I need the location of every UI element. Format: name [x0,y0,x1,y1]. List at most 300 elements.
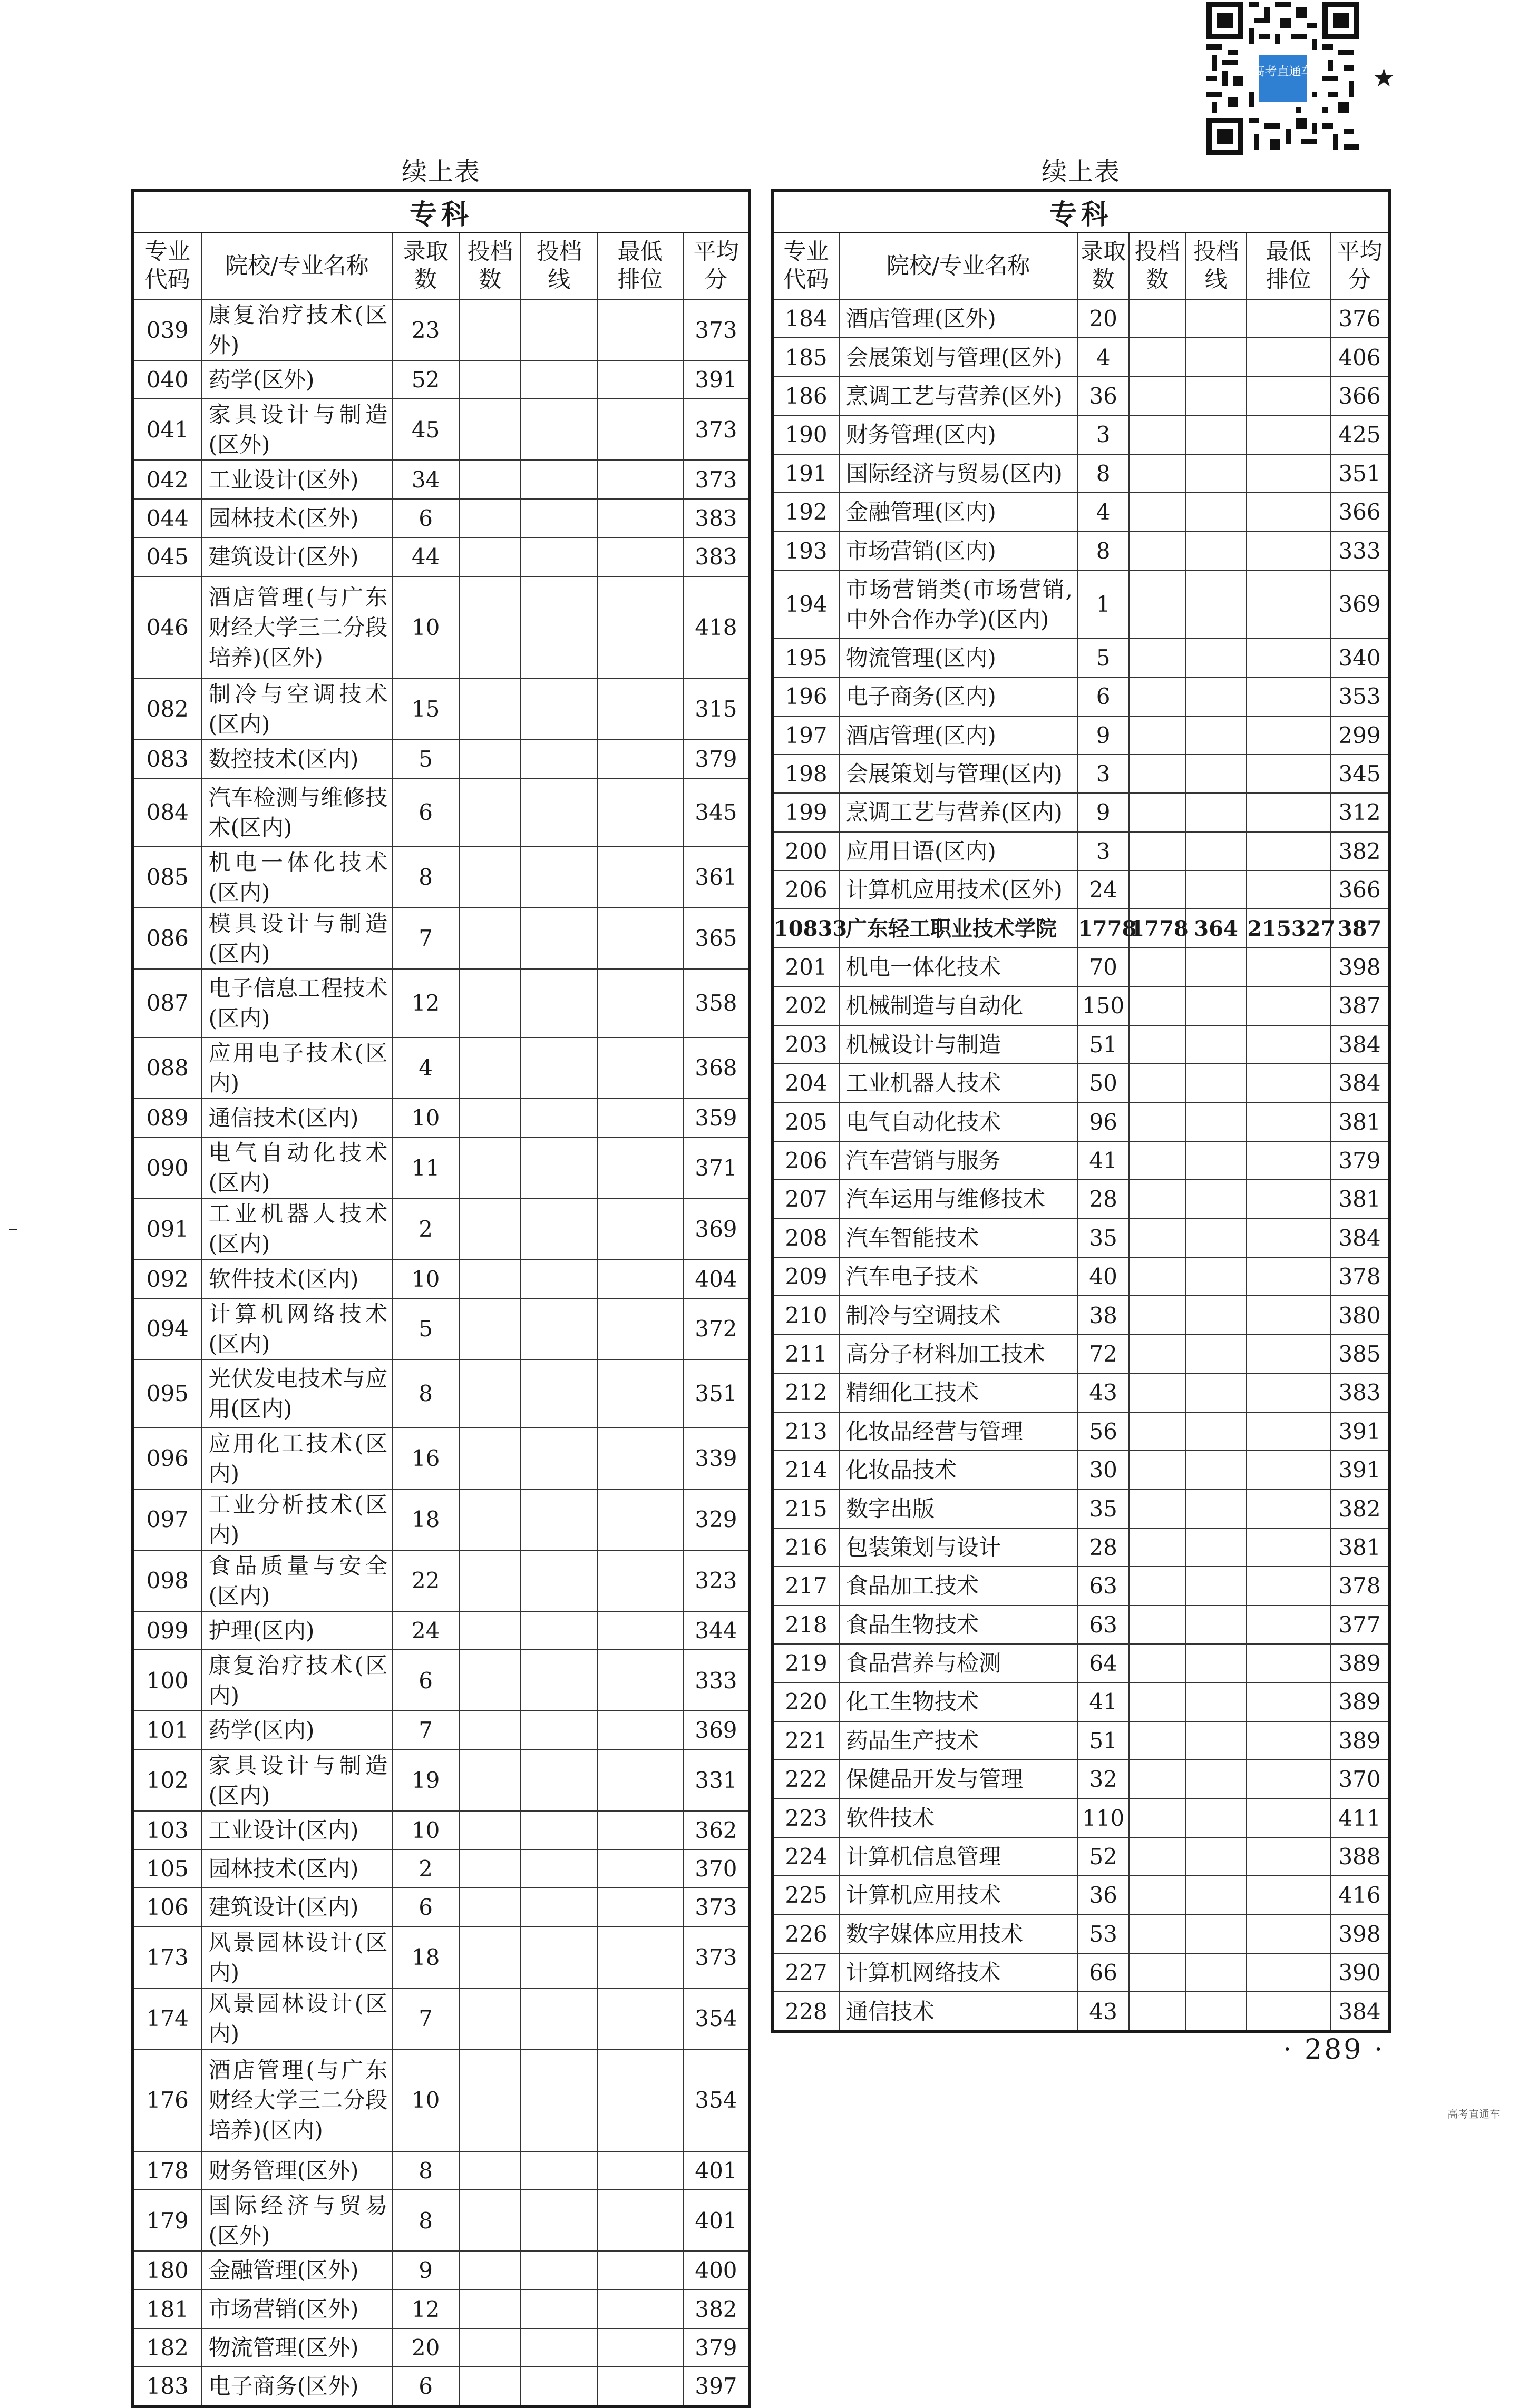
col-header-toudang-count: 投档 数 [459,233,521,300]
cell-name: 数控技术(区内) [202,740,393,778]
cell-name: 会展策划与管理(区外) [839,338,1077,376]
cell-code: 105 [133,1849,202,1888]
cell-min-rank [1247,1412,1330,1451]
cell-toudang-line [1185,1528,1247,1567]
cell-avg: 373 [683,299,750,360]
cell-toudang-count [1129,531,1185,570]
cell-min-rank [1247,755,1330,793]
cell-toudang-count [459,1099,521,1137]
cell-toudang-line [521,2251,597,2289]
cell-code: 182 [133,2328,202,2367]
cell-toudang-count [1129,1451,1185,1489]
cell-code: 101 [133,1711,202,1749]
cell-admitted: 6 [1077,677,1129,716]
cell-name: 康复治疗技术(区外) [202,299,393,360]
cell-toudang-count [459,1489,521,1550]
cell-admitted: 41 [1077,1141,1129,1180]
cell-avg: 416 [1330,1876,1390,1914]
table-row [773,870,1390,909]
cell-admitted: 8 [392,1359,459,1428]
cell-toudang-count [1129,1412,1185,1451]
cell-code: 086 [133,908,202,969]
cell-avg: 391 [1330,1451,1390,1489]
table-row [133,1259,750,1298]
cell-toudang-line [521,1811,597,1849]
table-row [133,360,750,399]
cell-toudang-count [459,2190,521,2251]
cell-code: 210 [773,1296,840,1334]
cell-toudang-line [521,460,597,498]
cell-min-rank [597,1750,683,1811]
cell-admitted: 41 [1077,1682,1129,1721]
cell-name: 通信技术(区内) [202,1099,393,1137]
cell-admitted: 35 [1077,1219,1129,1257]
cell-min-rank [1247,1296,1330,1334]
cell-toudang-line [1185,755,1247,793]
cell-code: 088 [133,1037,202,1099]
cell-code: 224 [773,1837,840,1876]
cell-avg: 299 [1330,716,1390,755]
cell-toudang-line [521,1259,597,1298]
cell-admitted: 43 [1077,1373,1129,1412]
cell-code: 201 [773,948,840,986]
cell-avg: 373 [683,460,750,498]
cell-admitted: 35 [1077,1489,1129,1528]
cell-name: 保健品开发与管理 [839,1760,1077,1798]
cell-admitted: 10 [392,2049,459,2151]
cell-name: 化工生物技术 [839,1682,1077,1721]
cell-min-rank [1247,1335,1330,1373]
cell-min-rank [597,1888,683,1926]
cell-admitted: 64 [1077,1644,1129,1682]
table-row [133,1927,750,1988]
cell-min-rank [597,360,683,399]
cell-toudang-count [1129,1064,1185,1102]
cell-avg: 365 [683,908,750,969]
cell-code: 193 [773,531,840,570]
cell-toudang-count [459,969,521,1037]
cell-toudang-count [1129,1257,1185,1296]
cell-toudang-count [459,1037,521,1099]
cell-toudang-line [1185,1682,1247,1721]
cell-admitted: 3 [1077,415,1129,454]
cell-name: 数字出版 [839,1489,1077,1528]
cell-toudang-count [1129,377,1185,415]
cell-min-rank [597,847,683,908]
table-row [133,1550,750,1611]
cell-toudang-count [459,2367,521,2406]
cell-admitted: 50 [1077,1064,1129,1102]
cell-toudang-line [521,1711,597,1749]
cell-avg: 366 [1330,377,1390,415]
cell-name: 计算机网络技术 [839,1953,1077,1992]
right-table-panel [771,154,1391,2033]
cell-avg: 391 [1330,1412,1390,1451]
star-icon: ★ [1373,63,1396,93]
col-header-min-rank: 最低 排位 [597,233,683,300]
cell-name: 精细化工技术 [839,1373,1077,1412]
cell-avg: 369 [683,1198,750,1259]
cell-avg: 369 [683,1711,750,1749]
cell-toudang-count [1129,338,1185,376]
cell-toudang-line [1185,716,1247,755]
table-row [133,1428,750,1489]
cell-toudang-count [459,2151,521,2190]
cell-min-rank [597,2367,683,2406]
cell-admitted: 10 [392,1811,459,1849]
cell-min-rank [597,1849,683,1888]
cell-toudang-line [1185,986,1247,1025]
cell-min-rank [597,1811,683,1849]
cell-min-rank [597,1099,683,1137]
cell-admitted: 5 [1077,639,1129,677]
cell-toudang-count [1129,1606,1185,1644]
admission-table-right [771,189,1391,2033]
cell-min-rank [1247,1064,1330,1102]
qr-badge-text: 高考直通车 [1252,65,1313,79]
cell-avg: 369 [1330,570,1390,639]
cell-name: 财务管理(区内) [839,415,1077,454]
cell-toudang-line [1185,1064,1247,1102]
table-row [133,2251,750,2289]
cell-admitted: 8 [392,2151,459,2190]
cell-code: 222 [773,1760,840,1798]
cell-min-rank [597,499,683,537]
cell-toudang-line [1185,1335,1247,1373]
cell-avg: 345 [683,778,750,847]
cell-toudang-count [459,908,521,969]
cell-admitted: 9 [392,2251,459,2289]
cell-code: 208 [773,1219,840,1257]
cell-admitted: 34 [392,460,459,498]
cell-toudang-count [459,1888,521,1926]
cell-admitted: 15 [392,679,459,740]
cell-name: 汽车营销与服务 [839,1141,1077,1180]
cell-toudang-line [521,1988,597,2049]
cell-avg: 329 [683,1489,750,1550]
cell-toudang-line [521,1137,597,1198]
cell-toudang-count [459,2251,521,2289]
school-row [773,909,1390,947]
cell-code: 205 [773,1102,840,1141]
cell-code: 186 [773,377,840,415]
continued-label-left: 续上表 [401,157,481,187]
cell-name: 酒店管理(区内) [839,716,1077,755]
table-row [133,2049,750,2151]
cell-avg: 379 [1330,1141,1390,1180]
cell-avg: 371 [683,1137,750,1198]
cell-code: 096 [133,1428,202,1489]
section-title: 专科 [133,191,750,233]
cell-avg: 368 [683,1037,750,1099]
cell-toudang-count [459,399,521,460]
cell-avg: 400 [683,2251,750,2289]
cell-admitted: 1 [1077,570,1129,639]
cell-code: 190 [773,415,840,454]
cell-name: 化妆品经营与管理 [839,1412,1077,1451]
cell-toudang-count [1129,1682,1185,1721]
cell-min-rank [1247,1760,1330,1798]
cell-toudang-count [459,537,521,576]
qr-code-icon [1206,2,1360,155]
col-header-admitted: 录取 数 [1077,233,1129,300]
cell-min-rank [597,537,683,576]
table-row [133,1611,750,1650]
cell-toudang-count [1129,1141,1185,1180]
cell-admitted: 4 [392,1037,459,1099]
cell-avg: 333 [683,1650,750,1711]
cell-min-rank [1247,1373,1330,1412]
cell-toudang-line [521,1550,597,1611]
cell-toudang-count [459,2049,521,2151]
cell-min-rank [597,1198,683,1259]
cell-code: 084 [133,778,202,847]
cell-toudang-line [1185,377,1247,415]
cell-toudang-line [521,679,597,740]
cell-toudang-line [1185,1102,1247,1141]
cell-code: 196 [773,677,840,716]
cell-min-rank [1247,1876,1330,1914]
cell-toudang-line [1185,454,1247,493]
cell-min-rank [1247,1567,1330,1605]
cell-toudang-line [1185,1760,1247,1798]
cell-code: 199 [773,793,840,831]
cell-toudang-count [1129,793,1185,831]
table-row [773,1992,1390,2031]
cell-admitted: 52 [392,360,459,399]
cell-name: 机电一体化技术(区内) [202,847,393,908]
cell-admitted: 8 [392,2190,459,2251]
cell-toudang-count [1129,1837,1185,1876]
cell-code: 200 [773,832,840,870]
cell-min-rank [597,679,683,740]
table-row [133,2328,750,2367]
table-row [773,1180,1390,1218]
table-row [773,1412,1390,1451]
cell-toudang-line [521,908,597,969]
cell-avg: 331 [683,1750,750,1811]
cell-admitted: 24 [392,1611,459,1650]
cell-toudang-count [459,1750,521,1811]
column-header-row [133,233,750,300]
cell-name: 国际经济与贸易(区外) [202,2190,393,2251]
cell-name: 食品营养与检测 [839,1644,1077,1682]
cell-toudang-line [521,847,597,908]
cell-avg: 398 [1330,1915,1390,1953]
cell-toudang-count [1129,493,1185,531]
cell-avg: 397 [683,2367,750,2406]
cell-name: 软件技术 [839,1798,1077,1837]
table-row [773,338,1390,376]
table-row [773,793,1390,831]
cell-avg: 323 [683,1550,750,1611]
cell-toudang-count [1129,1721,1185,1760]
cell-code: 082 [133,679,202,740]
cell-avg: 387 [1330,986,1390,1025]
table-row [773,1606,1390,1644]
cell-admitted: 52 [1077,1837,1129,1876]
cell-code: 197 [773,716,840,755]
cell-name: 工业机器人技术(区内) [202,1198,393,1259]
cell-name: 康复治疗技术(区内) [202,1650,393,1711]
cell-min-rank [1247,1606,1330,1644]
cell-toudang-count [459,299,521,360]
cell-min-rank [597,2328,683,2367]
table-row [133,1711,750,1749]
cell-code: 216 [773,1528,840,1567]
cell-min-rank [597,299,683,360]
cell-name: 汽车智能技术 [839,1219,1077,1257]
cell-toudang-count [1129,1180,1185,1218]
cell-toudang-line [1185,570,1247,639]
cell-avg: 401 [683,2151,750,2190]
cell-min-rank [597,399,683,460]
cell-name: 汽车检测与维修技术(区内) [202,778,393,847]
cell-toudang-line [1185,415,1247,454]
cell-min-rank [1247,570,1330,639]
cell-admitted: 72 [1077,1335,1129,1373]
col-header-avg: 平均 分 [1330,233,1390,300]
cell-admitted: 2 [392,1198,459,1259]
table-row [133,1137,750,1198]
table-row [133,460,750,498]
table-row [773,832,1390,870]
cell-avg: 390 [1330,1953,1390,1992]
cell-avg: 382 [683,2289,750,2328]
cell-admitted: 9 [1077,716,1129,755]
table-row [133,847,750,908]
cell-toudang-count [1129,1219,1185,1257]
cell-code: 227 [773,1953,840,1992]
cell-name: 电气自动化技术(区内) [202,1137,393,1198]
cell-admitted: 30 [1077,1451,1129,1489]
cell-min-rank [1247,1644,1330,1682]
cell-min-rank [1247,677,1330,716]
cell-name: 化妆品技术 [839,1451,1077,1489]
cell-code: 220 [773,1682,840,1721]
cell-min-rank [1247,1798,1330,1837]
table-row [773,1567,1390,1605]
column-header-row [773,233,1390,300]
cell-min-rank [1247,716,1330,755]
cell-name: 光伏发电技术与应用(区内) [202,1359,393,1428]
cell-admitted: 24 [1077,870,1129,909]
table-row [133,1359,750,1428]
cell-toudang-count [459,1259,521,1298]
cell-admitted: 63 [1077,1606,1129,1644]
cell-admitted: 12 [392,2289,459,2328]
cell-avg: 359 [683,1099,750,1137]
cell-min-rank [597,1137,683,1198]
admission-table-left [131,189,751,2408]
cell-name: 通信技术 [839,1992,1077,2031]
cell-admitted: 6 [392,1650,459,1711]
cell-name: 机械设计与制造 [839,1025,1077,1064]
table-row [133,740,750,778]
table-row [773,1760,1390,1798]
cell-min-rank [597,969,683,1037]
cell-admitted: 2 [392,1849,459,1888]
cell-toudang-line [521,969,597,1037]
cell-avg: 404 [683,1259,750,1298]
table-row [773,377,1390,415]
cell-min-rank [1247,870,1330,909]
cell-name: 电子商务(区外) [202,2367,393,2406]
cell-avg: 411 [1330,1798,1390,1837]
cell-toudang-line [1185,1721,1247,1760]
cell-admitted: 20 [392,2328,459,2367]
table-row [773,1798,1390,1837]
cell-toudang-line [1185,1373,1247,1412]
cell-admitted: 9 [1077,793,1129,831]
cell-min-rank [597,1037,683,1099]
cell-code: 204 [773,1064,840,1102]
cell-min-rank [1247,1953,1330,1992]
cell-toudang-line [1185,1798,1247,1837]
table-row [773,570,1390,639]
cell-avg: 425 [1330,415,1390,454]
cell-toudang-count [1129,1567,1185,1605]
cell-min-rank [1247,1915,1330,1953]
cell-toudang-count [459,1927,521,1988]
cell-code: 195 [773,639,840,677]
cell-admitted: 22 [392,1550,459,1611]
cell-admitted: 6 [392,499,459,537]
cell-code: 103 [133,1811,202,1849]
table-row [773,1915,1390,1953]
table-row [773,755,1390,793]
cell-admitted: 51 [1077,1721,1129,1760]
cell-min-rank [597,1428,683,1489]
cell-min-rank [1247,1025,1330,1064]
cell-toudang-count [459,360,521,399]
cell-toudang-count [1129,1915,1185,1953]
cell-toudang-line [521,2190,597,2251]
cell-toudang-line [1185,1992,1247,2031]
cell-admitted: 16 [392,1428,459,1489]
cell-name: 应用化工技术(区内) [202,1428,393,1489]
cell-toudang-line [1185,1141,1247,1180]
cell-avg: 385 [1330,1335,1390,1373]
cell-min-rank [1247,1489,1330,1528]
cell-toudang-count [1129,1644,1185,1682]
cell-toudang-count [459,1359,521,1428]
cell-admitted: 10 [392,576,459,679]
cell-min-rank [597,2151,683,2190]
cell-toudang-line [1185,948,1247,986]
cell-toudang-line [1185,531,1247,570]
cell-min-rank [597,1927,683,1988]
cell-avg: 418 [683,576,750,679]
table-row [773,1102,1390,1141]
cell-code: 106 [133,1888,202,1926]
cell-toudang-count [459,1198,521,1259]
cell-avg: 353 [1330,677,1390,716]
cell-toudang-line [1185,1489,1247,1528]
cell-avg: 312 [1330,793,1390,831]
cell-toudang-count [1129,1953,1185,1992]
cell-toudang-line [521,1611,597,1650]
cell-toudang-count [459,460,521,498]
cell-admitted: 150 [1077,986,1129,1025]
cell-name: 广东轻工职业技术学院 [839,909,1077,947]
cell-avg: 358 [683,969,750,1037]
cell-code: 092 [133,1259,202,1298]
cell-toudang-line [1185,793,1247,831]
table-row [133,1489,750,1550]
cell-avg: 345 [1330,755,1390,793]
cell-avg: 339 [683,1428,750,1489]
